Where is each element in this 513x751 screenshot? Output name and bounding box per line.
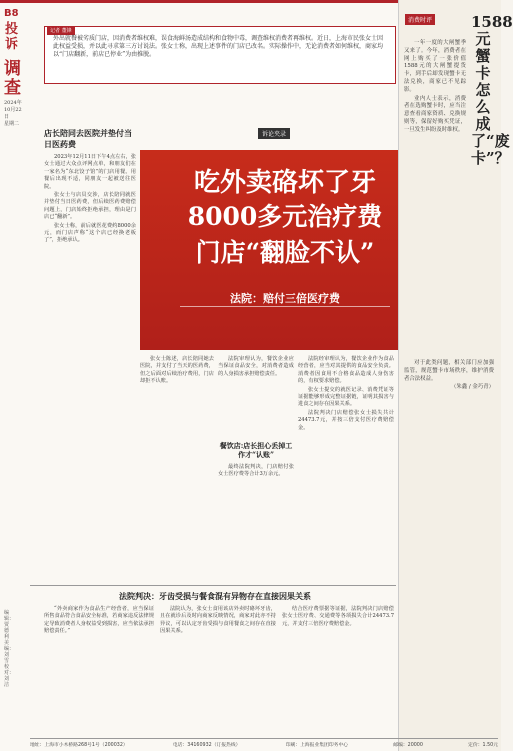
headline-line-2: 8000多元治疗费 (187, 202, 383, 231)
section-big-title: 调查 (4, 59, 21, 98)
editor-credits: 编辑：贾德利 美编：刘雪 校对：刘洁 (4, 610, 15, 688)
article-summary-box (44, 26, 396, 84)
middle-column-top: 法院审理认为，餐饮企业应当保证食品安全，对消费者造成的人身损害承担赔偿责任。 (218, 356, 294, 377)
left-rail (0, 0, 28, 751)
commentary-column-2: 对于此类问题，相关部门应加强监管，规范蟹卡市场秩序，维护消费者合法权益。 （朱鑫 / 金巧青） (404, 360, 494, 391)
left-subheading: 店长陪同去医院并垫付当日医药费 (44, 128, 132, 149)
left-column: 2023年12月11日下午4点左右，张女士通过大众点评网点单，和朋友们在一家名为“东北饺子馆”的门店用餐。用餐后出现不适，同朋友一起被送往医院。 张女士与店员交涉，店长陪同就医并垫付当日医药费，但后续医药费赔偿问题上，门店始终拒绝承担，理由是门店已“翻新”。 张女士称，前后就医花费约8000余元，而门店声称“这个店已经换老板了”，拒绝承认。 (44, 154, 136, 244)
commentary-label: 消费时评 (405, 14, 435, 25)
summary-text: 外出就餐被劣质门店，因消费者维权难，误食海鲜汤造成结构和食物中毒，调查维权消费者再维权。近日，上海市民张女士因此权益受损，并以此寻求第三方讨说法。张女士称，出现上述事件的门店已改名。实际操作中，无论消费者如何维权，商家均以“门店翻新，前店已停业”为由推脱。 (53, 35, 384, 58)
commentary-author: （朱鑫 / 金巧青） (451, 384, 494, 391)
bottom-subheading: 法院判决：牙齿受损与餐食混有异物存在直接因果关系 (119, 591, 311, 601)
section-divider (30, 585, 396, 586)
middle-column-bottom: 最终法院判决，门店赔付张女士医疗费等合计3万余元。 (218, 464, 294, 478)
bottom-column-3: 结合医疗费票据等证据，法院判决门店赔偿张女士医疗费、交通费等各项损失合计24473.7元，并支付三倍医疗费赔偿金。 (282, 606, 394, 627)
page-number: B8 (4, 8, 19, 19)
section-title: 投诉 (5, 22, 19, 52)
byline: 记者 董锋 (47, 26, 75, 35)
right-main-column: 法院经审理认为，餐饮企业作为食品经营者，应当对其提供的食品安全负责。消费者因食用不合格食品造成人身伤害的，有权要求赔偿。 张女士提交的就医记录、消费凭证等证据能够形成完整证据链，证明其损害与进食之间存在因果关系。 法院判决门店赔偿张女士损失共计24473.7元，并按三倍支付医疗费赔偿金。 (298, 356, 394, 431)
bottom-column-2: 法院认为，张女士食用该店外卖时硌坏牙齿，且在就诊后及时向商家反映情况，商家对此亦不持异议，可以认定牙齿受损与食用餐食之间存在直接因果关系。 (160, 606, 276, 635)
headline-line-1: 吃外卖硌坏了牙 (193, 168, 376, 198)
commentary-title: 1588元蟹卡怎么成了“废卡”？ (471, 13, 513, 167)
issue-date: 2024年10月22日 星期二 (4, 100, 22, 127)
bottom-column-1: “外卖商家作为食品生产经营者，应当保证所售食品符合食品安全标准，若商家违反法律规定导致消费者人身权益受到损害，应当依法承担赔偿责任。” (44, 606, 154, 635)
hero-headline-block (140, 150, 430, 350)
hero-kicker: 诉论夹录 (258, 128, 290, 139)
headline-subtitle: 法院：赔付三倍医疗费 (230, 292, 340, 305)
commentary-column-1: 一年一度的大闸蟹季又来了。今年，消费者在网上购买了一张价值1588元的大闸蟹提货卡，到手后却发现蟹卡无法兑换，商家已不见踪影。 业内人士表示，消费者在选购蟹卡时，应当注意查看商家资质、兑换规则等，保留好购买凭证，一旦发生纠纷及时维权。 (404, 40, 466, 133)
headline-divider (180, 306, 390, 307)
middle-left-column: 张女士陈述，店长陪同她去医院，并支付了当天的医药费，但之后面对后续治疗费用，门店却拒不认账。 (140, 356, 214, 385)
page-footer: 地址：上海市小木桥路268号1号（200032） 电话：34160932（订报热线） 印刷：上海报业集团印务中心 邮编：20000 定价：1.50元 (30, 738, 498, 751)
middle-subheading: 餐饮店:店长担心丢掉工作才“认账” (219, 441, 293, 459)
headline-line-3: 门店“翻脸不认” (195, 238, 375, 267)
